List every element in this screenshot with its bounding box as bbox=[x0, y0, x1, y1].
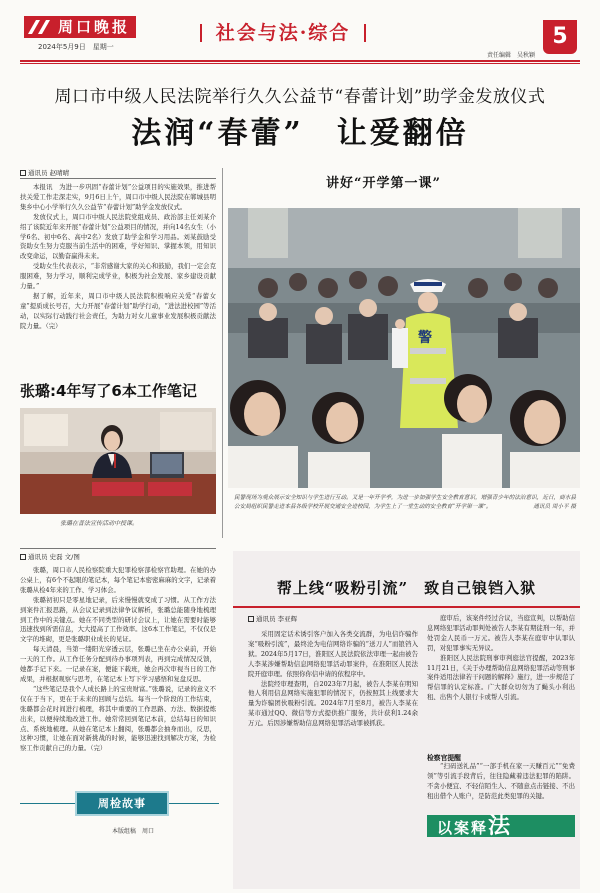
section-divider-right bbox=[364, 24, 366, 42]
classroom-photo bbox=[228, 208, 580, 488]
article1-paragraph: 发放仪式上，周口市中级人民法院党组成员、政治部主任刘某介绍了该院近年来开展“春蕾计划”公益项目的情况，并向14名女生（小学6名、初中6名、高中2名）发放了助学金和学习用品。刘某鼓励受资助女生努力克服当前生活中的困难，学好知识、掌握本领，用知识改变命运，以勤奋赢得未来。 bbox=[20, 212, 216, 261]
profile-paragraph: 张璐初初只是零星地记录，后来慢慢就变成了习惯。从工作方法到案件汇报思路，从会议记录到法律争议解析，张璐总能随身地梳理到工作中的关键点。她在不同类型的研讨会议上，让她在需要时能够迅速找到所需信息，大大提高了工作效率。这6本工作笔记，不仅仅是文字的堆砌，更是张璐职业成长的见证。 bbox=[20, 595, 216, 644]
band-big-char: 法 bbox=[488, 813, 513, 839]
column-tag-line-left bbox=[20, 803, 75, 804]
issue-date: 2024年5月9日 星期一 bbox=[38, 43, 114, 51]
profile-paragraph: 每天清晨，当第一缕阳光穿透云层，张璐已坐在办公桌前，开始一天的工作。从工作任务分配到待办事项列表，再到完成情况反馈，她都手记下来。一记录在案，便能下载班，她会再次审视当日的工作成果，并根据观察与思考，在笔记本上写下学习感悟和复盘反思。 bbox=[20, 645, 216, 683]
masthead-rule-thin bbox=[20, 63, 580, 64]
headline-kicker: 周口市中级人民法院举行久久公益节“春蕾计划”助学金发放仪式 bbox=[54, 87, 546, 107]
profile-title: 张璐:4年写了6本工作笔记 bbox=[20, 382, 197, 400]
case-title: 帮上线“吸粉引流” 致自己锒铛入狱 bbox=[276, 579, 537, 597]
column-tag: 周检故事 bbox=[75, 791, 169, 816]
page-number: 5 bbox=[543, 20, 577, 54]
article1-body bbox=[20, 183, 216, 369]
section-title: 社会与法·综合 bbox=[215, 22, 351, 44]
case-title-bar bbox=[233, 606, 580, 608]
case-paragraph: 庭审后，该案件经过合议，当庭宣判，以帮助信息网络犯罪活动罪判处被告人李某有期徒刑一年，并处罚金人民币一万元。被告人李某在庭审中认罪认罚，对犯罪事实无异议。 bbox=[427, 614, 575, 652]
profile-byline: 通讯员 史磊 文/图 bbox=[20, 552, 80, 561]
article1-rule bbox=[20, 178, 216, 179]
logo-mark-icon bbox=[28, 20, 52, 34]
prosecutor-photo-image bbox=[20, 408, 216, 514]
photo-story-caption bbox=[234, 494, 576, 511]
article1-paragraph: 本报讯 为进一步巩固“春蕾计划”公益项目的实施效果，推进帮扶关爱工作走深走实，9月6日上午，周口市中级人民法院在郸城县明集乡中心小学举行久久公益节“春蕾计划”助学金发放仪式。 bbox=[20, 183, 216, 211]
photo-credit: 通讯员 周小平 摄 bbox=[533, 503, 576, 510]
photo-story-title: 讲好“开学第一课” bbox=[326, 176, 441, 191]
section-divider-left bbox=[200, 24, 202, 42]
case-body-col2 bbox=[427, 614, 575, 746]
band-text: 以案释 bbox=[437, 819, 489, 837]
article1-byline: 通讯员 赵晴晴 bbox=[20, 168, 69, 177]
headline-title: 法润“春蕾” 让爱翻倍 bbox=[131, 116, 469, 151]
column-tag-line-right bbox=[169, 803, 219, 804]
case-body-col1 bbox=[248, 630, 418, 880]
article1-paragraph: 受助女生代表表示，“非常感谢大家的关心和鼓励，我们一定会克服困难，努力学习，顺利完成学业，积极为社会发展、家乡建设贡献力量。” bbox=[20, 262, 216, 291]
profile-paragraph: “这些笔记是我个人成长路上的宝贵财富。”张璐说，记录的意义不仅在于当下，更在于未来的回顾与总结。每当一个阶段的工作结束，张璐都会花时间进行梳理，将其中重要的工作思路、方法、数据提炼出来，以便持续地改进工作。她常常回到笔记本前，总结每日的知识点、系统地梳理。从她在笔记本上翻阅，张璐都会抽身而出，反思，这种习惯，让她在面对新挑战的时候，能够迅速找到解决方案，为检察工作贡献自己的力量。（完） bbox=[20, 684, 216, 753]
masthead-rule bbox=[20, 60, 580, 62]
byline-box-icon bbox=[20, 170, 26, 176]
profile-photo bbox=[20, 408, 216, 514]
case-byline: 通讯员 李亚辉 bbox=[248, 614, 297, 623]
newspaper-logo bbox=[24, 16, 136, 38]
yi-an-shi-fa-band bbox=[427, 815, 575, 837]
tips-heading: 检察官提醒 bbox=[427, 754, 461, 762]
editor-credit: 责任编辑 吴秋颖 bbox=[487, 52, 536, 59]
profile-photo-caption: 张璐在普法宣传活动中授课。 bbox=[60, 520, 139, 527]
byline-box-icon bbox=[248, 616, 254, 622]
case-paragraph: 法院经审理查明，自2023年7月起，被告人李某在明知他人利用信息网络实施犯罪的情况下，仍按照其上线要求大量为诈骗团伙吸粉引流。2024年7月至8月，被告人李某在某市通过QQ、微信等方式提供推广服务，共计获利1.24余万元。后因涉嫌帮助信息网络犯罪活动罪被抓获。 bbox=[248, 679, 418, 728]
case-paragraph: 淮阳区人民法院刑事审判庭法官提醒，2023年11月21日，《关于办理帮助信息网络犯罪活动等刑事案件适用法律若干问题的解释》施行，进一步规范了帮信罪的认定标准。广大群众切勿为了蝇头小利出租、出售个人银行卡或帮人引流。 bbox=[427, 653, 575, 702]
police-vest-text: 警 bbox=[418, 330, 432, 346]
column-staff: 本版组稿 周口 bbox=[112, 828, 155, 835]
photo-caption-text: 民警现场为观众展示安全知识与学生进行互动。又是一年开学季，为进一步加强学生安全教育意识，增强青少年的法治意识，近日，商水县公安局组织民警走进本县各级学校开展交通安全进校园，为学生上了一堂生动的安全教育“开学第一课”。 bbox=[234, 495, 576, 510]
tips-body: “扫码送礼品”“一部手机在家一天赚百元”“免费领”等引流手段背后，往往隐藏着违法犯罪的陷阱。不贪小便宜、不轻信陌生人、不随意点击链接、不出租出借个人账户，是防范此类犯罪的关键。 bbox=[427, 762, 575, 800]
profile-body bbox=[20, 566, 216, 778]
byline-box-icon bbox=[20, 554, 26, 560]
case-paragraph: 采用固定话术诱引客户加入各类交流群，为电信诈骗作案“吸粉引流”，最终沦为电信网络诈骗的“送刀人”而锒铛入狱。2024年5月17日，淮阳区人民法院依法审理一起由被告人李某涉嫌帮助信息网络犯罪活动罪案件，在淮阳区人民法院开庭审理。依照你你信申请的依程序中。 bbox=[248, 630, 418, 678]
paper-name: 周口晚报 bbox=[58, 18, 131, 36]
profile-paragraph: 张璐，周口市人民检察院重大犯罪检察部检察官助理。在她的办公桌上，有6个不起眼的笔记本，每个笔记本密密麻麻的文字，记录着张璐从检4年来的工作、学习体会。 bbox=[20, 566, 216, 594]
photo-story-image bbox=[228, 208, 580, 488]
article1-paragraph: 据了解，近年来，周口市中级人民法院积极响应关爱“春蕾女童”提质成长号召，大力开展“春蕾计划”助学行动，“进法进校园”等活动，以实际行动践行社会责任，为助力对女儿童事业发展积极贡献法院力量。（完） bbox=[20, 291, 216, 330]
profile-rule-top bbox=[20, 548, 216, 549]
column-divider bbox=[222, 168, 223, 538]
